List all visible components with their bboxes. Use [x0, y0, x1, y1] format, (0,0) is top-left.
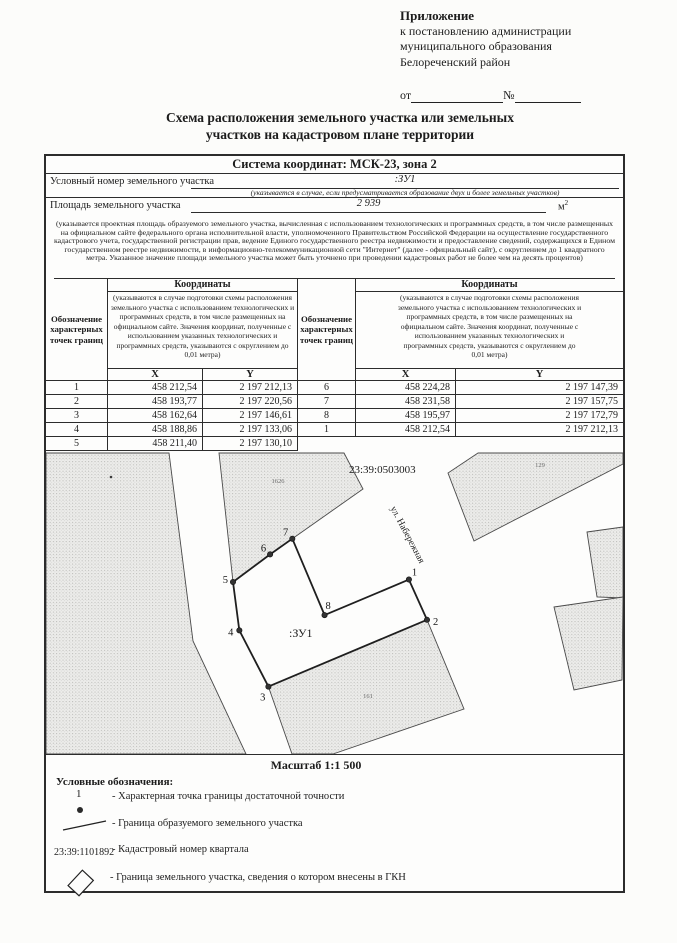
area-note: (указывается проектная площадь образуемого земельного участка, вычисленная с использованием технологических и программных средств, в том числе размещенных на официальном сайте федерального органа исполнительной власти, уполномоченного Правительством Российской Федерации на осуществление государственного кадастрового учета, государственной регистрации прав, ведение Единого государственного реестра недвижимости и предоставление сведений, содержащихся в Едином государственном реестре недвижимости, в информационно-телекоммуникационной сети "Интернет" (далее - официальный сайт), с округлением до 1 квадратного метра. Указанное значение площади земельного участка может быть уточнено при проведении кадастровых работ не более чем на десять процентов) [54, 219, 615, 279]
boundary-point-label-6: 6 [260, 543, 267, 555]
document-title [50, 109, 630, 143]
y-header-left: Y [203, 369, 298, 381]
point-label-cell: 1 [46, 381, 108, 395]
coordinate-row [46, 409, 298, 423]
map-scale-label: Масштаб 1:1 500 [270, 758, 362, 772]
legend-quarter-number-symbol: 23:39:1101892 [54, 847, 115, 858]
boundary-point-7 [290, 536, 295, 541]
area-row [46, 198, 623, 219]
y-value-cell: 2 197 146,61 [203, 409, 298, 423]
coordinate-rows-left [46, 381, 298, 451]
parcel-number-value: :ЗУ1 [191, 174, 619, 189]
y-value-cell: 2 197 147,39 [456, 381, 623, 395]
parcel-1626-label: 1626 [271, 478, 285, 485]
x-value-cell: 458 211,40 [108, 437, 203, 451]
parcel-number-note: (указывается в случае, если предусматривается образование двух и более земельных участков) [250, 188, 560, 197]
x-header-left: X [108, 369, 203, 381]
boundary-point-5 [230, 579, 235, 584]
parcel-129-label: 129 [535, 462, 545, 469]
coordinate-row [46, 381, 298, 395]
x-value-cell: 458 224,28 [356, 381, 456, 395]
area-unit: $м^2$ [558, 199, 569, 213]
coordinate-row [298, 381, 623, 395]
appendix-line-1: к постановлению администрации [400, 23, 572, 38]
y-value-cell: 2 197 130,10 [203, 437, 298, 451]
coordinate-row [298, 395, 623, 409]
x-value-cell: 458 212,54 [108, 381, 203, 395]
cadastral-map [46, 451, 623, 754]
boundary-point-8 [322, 612, 327, 617]
appendix-title: Приложение [400, 8, 475, 23]
boundary-point-label-3: 3 [260, 692, 266, 704]
boundary-point-4 [237, 628, 242, 633]
point-label-cell: 3 [46, 409, 108, 423]
number-label: № [503, 88, 515, 102]
boundary-point-1 [406, 577, 411, 582]
points-column-header-left: Обозначение характерных точек границ [46, 279, 108, 381]
parcel-161-label: 161 [363, 693, 373, 700]
coordinate-row [46, 437, 298, 451]
x-value-cell: 458 195,97 [356, 409, 456, 423]
scheme-table [44, 154, 625, 893]
y-value-cell: 2 197 212,13 [456, 423, 623, 437]
boundary-point-label-7: 7 [283, 527, 289, 539]
coordinate-row [298, 409, 623, 423]
appendix-line-3: Белореченский район [400, 54, 511, 69]
area-value: 2 939 [191, 198, 546, 213]
parcel-right-upper [587, 527, 623, 598]
boundary-point-6 [267, 552, 272, 557]
street-name-label: ул. Набережная [387, 504, 426, 566]
appendix-header [400, 8, 650, 70]
point-label-cell: 6 [298, 381, 356, 395]
coords-note-left: (указываются в случае подготовки схемы расположения земельного участка с использованием технологических и программных средств, в том числе размещенных на официальном сайте. Значения координат, полученные с использованием указанных технологических и программных средств, указываются с округлением до 0,01 метра) [108, 292, 298, 369]
legend-point-dot-icon [77, 807, 83, 813]
legend-item-point-text: - Характерная точка границы достаточной точности [112, 791, 345, 802]
legend-item-boundary-text: - Граница образуемого земельного участка [112, 818, 303, 829]
point-label-cell: 5 [46, 437, 108, 451]
parcel-right-lower [554, 597, 623, 690]
title-line-1: Схема расположения земельного участка или земельных [166, 110, 514, 125]
appendix-line-2: муниципального образования [400, 39, 552, 53]
parcel-number-row [46, 174, 623, 198]
legend-title: Условные обозначения: [56, 776, 174, 788]
coordinates-table [46, 279, 623, 451]
coords-header-left: Координаты [108, 279, 298, 292]
x-value-cell: 458 212,54 [356, 423, 456, 437]
date-blank-field [411, 90, 503, 103]
legend-item-quarter-text: - Кадастровый номер квартала [112, 844, 249, 855]
coords-note-right: (указываются в случае подготовки схемы расположения земельного участка с использованием технологических и программных средств, в том числе размещенных на официальном сайте. Значения координат, полученные с использованием указанных технологических и программных средств, указываются с округлением до 0,01 метра) [356, 292, 623, 369]
point-label-cell: 7 [298, 395, 356, 409]
point-label-cell: 4 [46, 423, 108, 437]
legend-section [46, 754, 623, 893]
x-value-cell: 458 231,58 [356, 395, 456, 409]
parcel-number-label: Условный номер земельного участка [50, 176, 215, 187]
point-label-cell: 2 [46, 395, 108, 409]
coordinate-rows-right [298, 381, 623, 437]
date-number-line [400, 88, 581, 103]
y-header-right: Y [456, 369, 623, 381]
boundary-point-label-5: 5 [222, 575, 228, 586]
parcel-1626-shape [219, 453, 363, 582]
boundary-point-label-4: 4 [228, 627, 234, 639]
zu1-label: :ЗУ1 [289, 626, 313, 640]
coordinate-row [46, 395, 298, 409]
from-label: от [400, 88, 412, 102]
y-value-cell: 2 197 172,79 [456, 409, 623, 423]
legend-boundary-line-icon [60, 817, 110, 833]
x-value-cell: 458 162,64 [108, 409, 203, 423]
coords-header-right: Координаты [356, 279, 623, 292]
boundary-point-label-8: 8 [325, 601, 331, 613]
legend-item-gkn-text: - Граница земельного участка, сведения о котором внесены в ГКН [110, 872, 406, 883]
coordinate-row [298, 423, 623, 437]
area-label: Площадь земельного участка [50, 200, 181, 211]
legend-gkn-parcel-icon [60, 863, 104, 903]
points-column-header-right: Обозначение характерных точек границ [298, 279, 356, 381]
cadastral-map-drawing [46, 451, 623, 754]
x-value-cell: 458 193,77 [108, 395, 203, 409]
point-label-cell: 8 [298, 409, 356, 423]
title-line-2: участков на кадастровом плане территории [205, 127, 475, 142]
coordinate-row [46, 423, 298, 437]
y-value-cell: 2 197 133,06 [203, 423, 298, 437]
y-value-cell: 2 197 220,56 [203, 395, 298, 409]
boundary-point-label-2: 2 [433, 616, 439, 628]
y-value-cell: 2 197 212,13 [203, 381, 298, 395]
x-value-cell: 458 188,86 [108, 423, 203, 437]
number-blank-field [515, 90, 581, 103]
x-header-right: X [356, 369, 456, 381]
boundary-point-label-1: 1 [411, 567, 418, 579]
legend-point-number-symbol: 1 [76, 788, 82, 800]
boundary-point-3 [266, 684, 271, 689]
boundary-point-2 [424, 617, 429, 622]
point-label-cell: 1 [298, 423, 356, 437]
adjacent-area-left [46, 453, 246, 754]
coordinate-system-header: Система координат: МСК-23, зона 2 [46, 156, 623, 174]
y-value-cell: 2 197 157,75 [456, 395, 623, 409]
quarter-number-label: 23:39:0503003 [349, 464, 416, 476]
scan-speck [110, 476, 113, 479]
